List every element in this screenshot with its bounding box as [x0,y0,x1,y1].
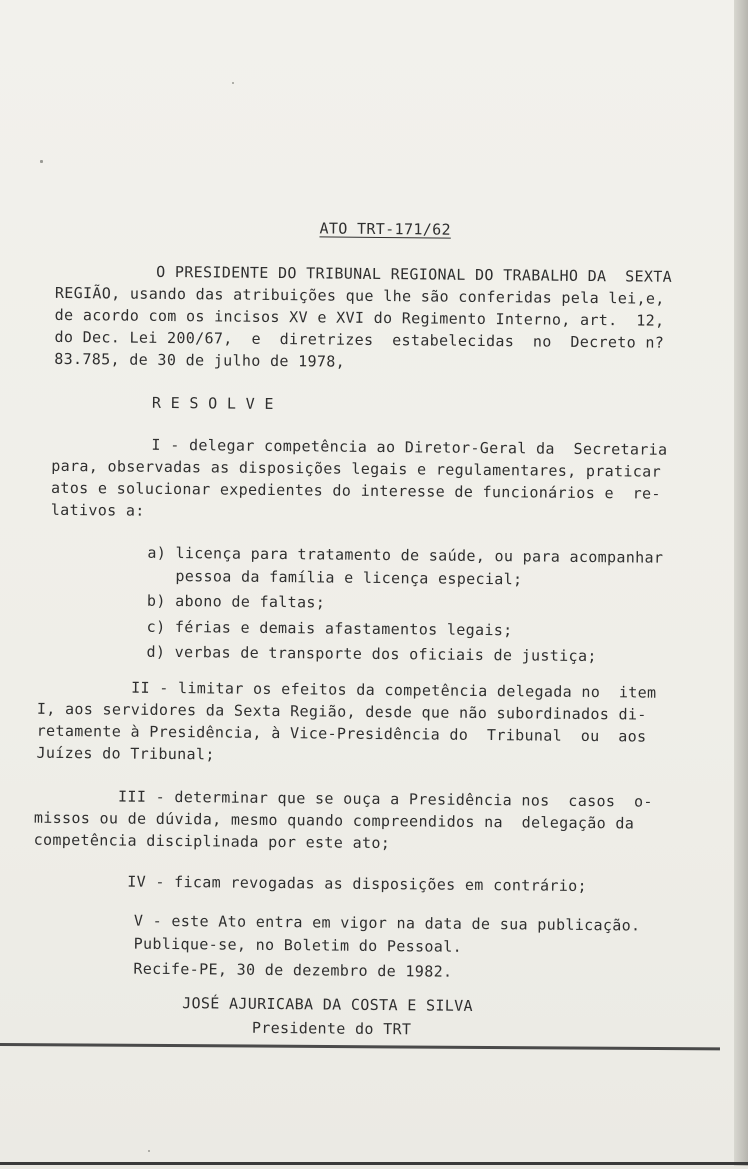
item-i-line: para, observadas as disposições legais e regulamentares, praticar [51,456,662,481]
subitem-line: a) licença para tratamento de saúde, ou para acompanhar [147,543,664,567]
item-iii-line: competência disciplinada por este ato; [33,830,391,853]
subitem-line: c) férias e demais afastamentos legais; [146,617,513,640]
subitem-line: b) abono de faltas; [146,591,326,612]
item-iv-line: IV - ficam revogadas as disposições em contrário; [127,872,588,895]
subitem-line: d) verbas de transporte dos oficiais de justiça; [146,642,597,666]
preamble-line: de acordo com os incisos XV e XVI do Regimento Interno, art. 12, [54,305,665,330]
subitem-line: pessoa da família e licença especial; [147,566,523,589]
item-i-line: lativos a: [50,500,145,520]
place-date: Recife-PE, 30 de dezembro de 1982. [133,959,453,981]
item-i-line: I - delegar competência ao Diretor-Geral da Secretaria [151,435,668,459]
preamble-line: REGIÃO, usando das atribuições que lhe são conferidas pela lei,e, [54,283,665,308]
item-iii-line: III - determinar que se ouça a Presidência nos casos o- [118,787,653,811]
signer-name: JOSÉ AJURICABA DA COSTA E SILVA [182,994,474,1015]
item-iii-line: missos ou de dúvida, mesmo quando compreendidos na delegação da [33,808,635,833]
signer-role: Presidente do TRT [251,1018,412,1039]
scan-bottom-edge [0,1162,748,1165]
item-ii-line: Juízes do Tribunal; [36,743,215,764]
item-v-line: V - este Ato entra em vigor na data de sua publicação. [133,911,641,935]
item-ii-line: II - limitar os efeitos da competência delegada no item [131,678,657,702]
publish-line: Publique-se, no Boletim do Pessoal. [133,934,463,956]
document-title: ATO TRT-171/62 [319,219,451,239]
item-ii-line: I, aos servidores da Sexta Região, desde que não subordinados di- [36,699,647,724]
item-i-line: atos e solucionar expedientes do interesse de funcionários e re- [50,478,661,503]
preamble-line: 83.785, de 30 de julho de 1978, [54,349,346,371]
preamble-line: do Dec. Lei 200/67, e diretrizes estabelecidas no Decreto n? [54,327,665,352]
item-ii-line: retamente à Presidência, à Vice-Presidência do Tribunal ou aos [36,721,647,746]
preamble-line: O PRESIDENTE DO TRIBUNAL REGIONAL DO TRABALHO DA SEXTA [156,262,673,286]
resolve-heading: R E S O L V E [151,393,274,413]
